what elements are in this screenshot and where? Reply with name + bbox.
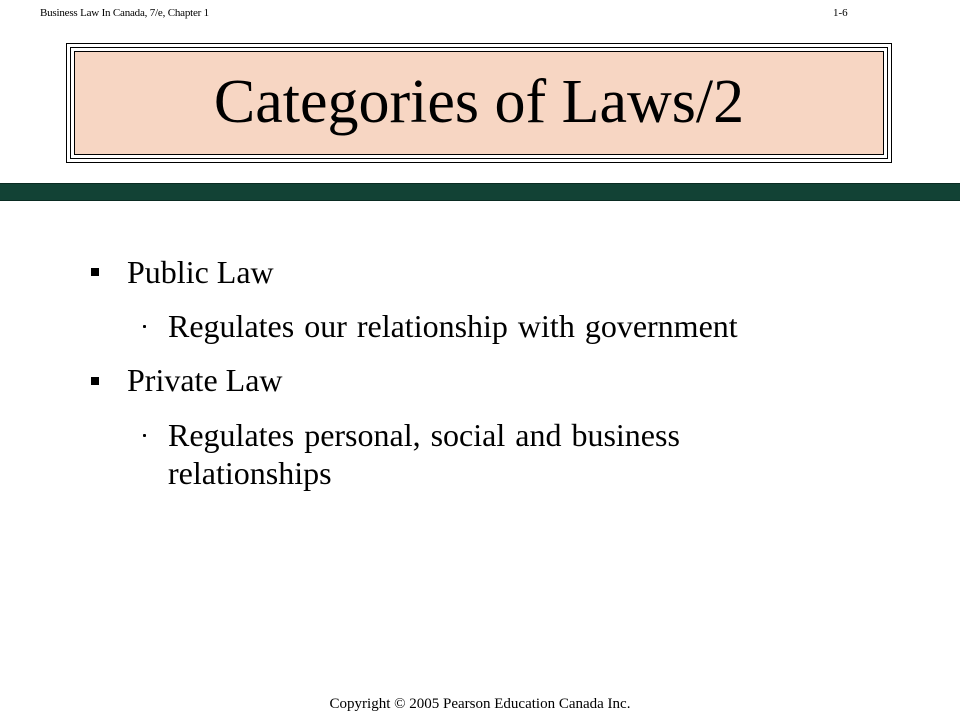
square-bullet-icon [91, 268, 99, 276]
slide-number: 1-6 [833, 7, 848, 19]
list-item: Private Law [127, 362, 283, 398]
sub-list-item: Regulates personal, social and business relationships [168, 417, 680, 491]
sub-list-item: Regulates our relationship with government [168, 308, 738, 344]
slide-source-label: Business Law In Canada, 7/e, Chapter 1 [40, 7, 209, 19]
square-bullet-icon [91, 377, 99, 385]
list-item: Public Law [127, 254, 274, 290]
copyright-footer: Copyright © 2005 Pearson Education Canada Inc. [329, 696, 631, 712]
slide-title: Categories of Laws/2 [213, 68, 745, 136]
dot-bullet-icon [143, 434, 146, 437]
dot-bullet-icon [143, 325, 146, 328]
